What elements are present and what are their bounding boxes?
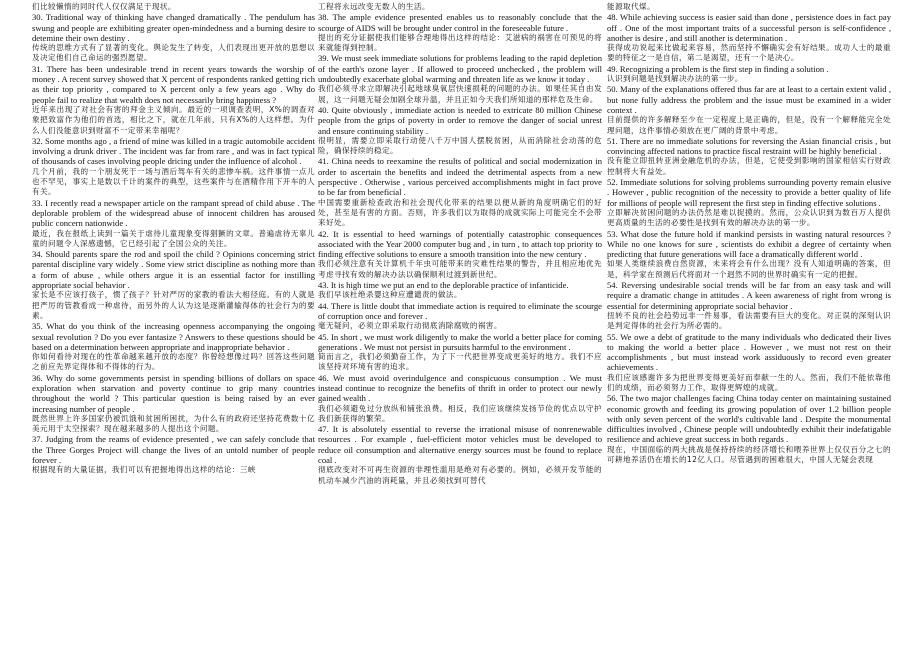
- chinese-paragraph: 简而言之，我们必须勤奋工作，为了下一代把世界变成更美好的地方。我们不应该坚持对环境有害的追求。: [318, 352, 602, 372]
- chinese-paragraph: 我们早该杜绝杀婴这种应遭谴责的做法。: [318, 290, 462, 300]
- chinese-paragraph: 中国需要重新检查政治和社会现代化带来的结果以便从新的角度明确它们的好处，甚至是有害的方面。否则，许多我们以为取得的成就实际上可能完全不会带来好处。: [318, 197, 602, 228]
- english-paragraph: 48. While achieving success is easier said than done , persistence does in fact pay off . One of the most important traits of a successful person is self-confidence , another is desire , and still another is determination .: [607, 12, 891, 43]
- chinese-paragraph: 彻底改变对不可再生资源的非理性滥用是绝对有必要的。例如，必须开发节能的机动车减少汽油的消耗量，并且必须找到可替代: [318, 465, 602, 485]
- english-paragraph: 50. Many of the explanations offered thus far are at least to a certain extent valid , but none fully address the problem and the issue must be examined in a wider context .: [607, 84, 891, 115]
- english-paragraph: 41. China needs to reexamine the results of political and social modernization in order to ascertain the benefits and indeed the detrimental aspects from a new perspective . Otherwise , various perceived accomplishments might in fact prove to be far from beneficial .: [318, 156, 602, 198]
- chinese-paragraph: 最近，我在报纸上读到一篇关于虐待儿童现象变得猖獗的文章。普遍虐待无辜儿童的问题令人深感遗憾，它已经引起了全国公众的关注。: [32, 228, 315, 248]
- english-paragraph: 51. There are no immediate solutions for reversing the Asian financial crisis , but convincing affected nations to practice fiscal restraint will be highly beneficial .: [607, 135, 891, 157]
- english-paragraph: 38. The ample evidence presented enables us to reasonably conclude that the scourge of AIDS will be brought under control in the foreseeable future .: [318, 12, 602, 33]
- english-paragraph: 34. Should parents spare the rod and spoil the child ? Opinions concerning strict parental discipline vary widely . Some view strict discipline as nothing more than a form of abuse , while others argue it is an essential factor for instilling appropriate social behavior .: [32, 249, 315, 291]
- english-paragraph: 39. We must seek immediate solutions for problems leading to the rapid depletion of the earth's ozone layer . If allowed to proceed unchecked , the problem will undoubtedly exacerbate global warming and threaten life as we know it today .: [318, 53, 602, 85]
- english-paragraph: 52. Immediate solutions for solving problems surrounding poverty remain elusive . However , public recognition of the necessity to provide a better quality of life for millions of people will represent the first step in finding effective solutions .: [607, 177, 891, 208]
- english-paragraph: 30. Traditional way of thinking have changed dramatically . The pendulum has swung and people are exhibiting greater open-mindedness and a burning desire to detemine their own destiny .: [32, 12, 315, 43]
- chinese-paragraph: 既然世界上许多国家仍被饥饿和贫困所困扰，为什么有的政府还坚持花费数十亿美元用于太空探索？现在越来越多的人提出这个问题。: [32, 413, 315, 434]
- english-paragraph: 37. Judging from the reams of evidence presented , we can safely conclude that the Three Gorges Project will change the lives of an untold number of people forever .: [32, 434, 315, 466]
- english-paragraph: 32. Some months ago , a friend of mine was killed in a tragic automobile accident involving a drunk driver . The incident was far from rare , and was in fact typical of thousands of cases involving people dricing under the influence of alcohol .: [32, 135, 315, 167]
- chinese-paragraph: 家长是不应该打孩子，惯了孩子？针对严厉的家教的看法大相径庭。有的人就是把严厉的管教看成一种虐待，而另外的人认为这是逐渐灌输得体的社会行为的要素。: [32, 290, 315, 320]
- english-paragraph: 56. The two major challenges facing China today center on maintaining sustained economic growth and feeding its growing population of over 1.2 billion people with only seven percent of the world's cultivable land . Despite the monumental difficulties involved , Chinese people will undoubtedly exhibit their indefatigable resilience and achieve great success in both regards .: [607, 393, 891, 445]
- english-paragraph: 40. Quite obviously , immediate action is needed to extricate 80 million Chinese people from the grips of poverty in order to remove the danger of social unrest and ensure continuing stability .: [318, 104, 602, 136]
- english-paragraph: 54. Reversing undesirable social trends will be far from an easy task and will require a dramatic change in attitudes . A keen awareness of right from wrong is essential for determining appropriate social behavior .: [607, 280, 891, 311]
- chinese-paragraph: 扭转不良的社会趋势远非一件易事，看法需要有巨大的变化。对正误的深刻认识是判定得体的社会行为所必需的。: [607, 310, 891, 331]
- chinese-paragraph: 现在，中国面临的两大挑战是保持持续的经济增长和喂养世界上仅仅百分之七的可耕地养活仍在增长的12亿人口。尽管遇到的困难很大，中国人无疑会表现: [607, 444, 891, 465]
- english-paragraph: 55. We owe a debt of gratitude to the many individuals who dedicated their lives to making the world a better place . However , we must not rest on their accomplishments , but must instead work assiduously to record even greater achievements .: [607, 331, 891, 373]
- chinese-paragraph: 传统的思维方式有了显著的变化。舆论发生了转变，人们表现出更开放的思想以及决定他们自己命运的强烈愿望。: [32, 43, 315, 63]
- english-paragraph: 44. There is little doubt that immediate action is required to eliminate the scourge of corruption once and forever .: [318, 300, 602, 321]
- chinese-paragraph: 你如何看待对现在的性革命越来越开放的态度？你曾经想像过吗？回答这些问题之前应先界定得体和不得体的行为。: [32, 352, 315, 372]
- chinese-paragraph: 根据现有的大量证据，我们可以有把握地得出这样的结论：三峡: [32, 465, 256, 475]
- chinese-paragraph: 我们必须寻求立即解决引起地球臭氧层快速损耗的问题的办法。如果任其自由发展，这一问题无疑会加剧全球升温，并且正如今天我们所知道的那样危及生命。: [318, 84, 602, 104]
- text-column-2: [318, 2, 602, 647]
- chinese-paragraph: 近年来出现了对社会有害的拜金主义倾向。最近的一项调查表明，X%的调查对象把致富作为他们的首选，相比之下，就在几年前，只有X%的人这样想。为什么人们没能意识到财富不一定带来幸福呢？: [32, 104, 315, 135]
- english-paragraph: 31. There has been undesirable trend in recent years towards the worship of money . A recent survey showed that X percent of respondents ranked getting rich as their top priority , compared to X percent only a few years ago . Why do people fail to realize that wealth does not necessarily bring happiness ?: [32, 63, 315, 105]
- text-column-3: [607, 2, 891, 647]
- chinese-paragraph: 能源取代煤。: [607, 2, 655, 11]
- english-paragraph: 43. It is high time we put an end to the deplorable practice of infanticide.: [318, 280, 569, 291]
- chinese-paragraph: 们比较懒惰的同时代人仅仅满足于现状。: [32, 2, 176, 11]
- chinese-paragraph: 几个月前，我的一个朋友死于一场与酒后驾车有关的悲惨车祸。这件事情一点儿也不罕见，事实上是数以千计的案件的典型，这些案件与在酒精作用下开车的人有关。: [32, 166, 315, 197]
- chinese-paragraph: 工程将永远改变无数人的生活。: [318, 2, 430, 11]
- english-paragraph: 33. I recently read a newspaper article on the rampant spread of child abuse . The deplorable problem of the widespread abuse of innocent children has aroused public concern nationwide .: [32, 197, 315, 229]
- english-paragraph: 49. Recognizing a problem is the first step in finding a solution .: [607, 63, 829, 74]
- chinese-paragraph: 我们必须注意有关计算机千年虫可能带来的灾难性结果的警告，并且相应地优先考虑寻找有效的解决办法以确保顺利过渡到新世纪。: [318, 259, 602, 279]
- english-paragraph: 47. It is absolutely essential to reverse the irrational misuse of nonrenewable resources . For example , fuel-efficient motor vehicles must be developed to reduce oil consumption and alternative energy sources must be found to replace coal .: [318, 424, 602, 466]
- chinese-paragraph: 我们应该感谢许多为把世界变得更美好而奉献一生的人。然而，我们不能依靠他们的成绩，而必须努力工作，取得更辉煌的成就。: [607, 372, 891, 392]
- english-paragraph: 53. What dose the future hold if mankind persists in wasting natural resources ? While no one knows for sure , scientists do exhibit a degree of certainty when predicting that future generations will face a dramatically different world .: [607, 228, 891, 260]
- chinese-paragraph: 没有能立即扭转亚洲金融危机的办法，但是，它使受到影响的国家相信实行财政控制将大有益处。: [607, 156, 891, 176]
- chinese-paragraph: 我们必须避免过分放纵和铺张浪费。相反，我们应该继续发扬节俭的优点以守护我们新获得的繁荣。: [318, 403, 602, 423]
- chinese-paragraph: 很明显，需要立即采取行动使八千万中国人摆脱贫困，从而消除社会动荡的危险，确保持续的稳定。: [318, 135, 602, 156]
- english-paragraph: 45. In short , we must work diligently to make the world a better place for coming generations . We must not persist in pursuits harmful to the environment .: [318, 331, 602, 352]
- chinese-paragraph: 提出的充分证据使我们能够合理地得出这样的结论：艾滋病的祸害在可预见的将来就能得到控制。: [318, 32, 602, 53]
- chinese-paragraph: 毫无疑问，必须立即采取行动彻底消除腐败的祸害。: [318, 321, 502, 331]
- english-paragraph: 46. We must avoid overindulgence and conspicuous consumption . We must instead continue to recognize the benefits of thrift in order to protect our newly gained wealth .: [318, 372, 602, 404]
- english-paragraph: 42. It is essential to heed warnings of potentially catastrophic consequences associated with the Year 2000 computer bug and , in turn , to attach top priority to finding effective solutions to ensure a smooth transition into the new century .: [318, 228, 602, 260]
- text-column-1: [32, 2, 315, 647]
- chinese-paragraph: 如果人类继续浪费自然资源，未来将会有什么出现？没有人知道明确的答案，但是，科学家在预测后代将面对一个迥然不同的世界时确实有一定的把握。: [607, 259, 891, 279]
- chinese-paragraph: 立即解决贫困问题的办法仍然是难以捉摸的。然而，公众认识到为数百万人提供更高质量的生活的必要性是找到有效的解决办法的第一步。: [607, 207, 891, 228]
- chinese-paragraph: 认识到问题是找到解决办法的第一步。: [607, 74, 743, 84]
- english-paragraph: 35. What do you think of the increasing openness accompanying the ongoing sexual revolution ? Do you ever fantasize ? Answers to these questions should be based on a determination between appropriate and inappropriate behavior .: [32, 321, 315, 352]
- chinese-paragraph: 获得成功说起来比做起来容易，然而坚持不懈确实会有好结果。成功人士的最重要的特征之一是自信，第二是渴望，还有一个是决心。: [607, 43, 891, 63]
- english-paragraph: 36. Why do some governments persist in spending billions of dollars on space exploration when starvation and poverty continue to grip many countries throughout the world ? This particular question is being raised by an ever increasing number of people .: [32, 372, 315, 414]
- chinese-paragraph: 目前提供的许多解释至少在一定程度上是正确的，但是，没有一个解释能完全处理问题，这件事情必须放在更广阔的背景中考虑。: [607, 115, 891, 135]
